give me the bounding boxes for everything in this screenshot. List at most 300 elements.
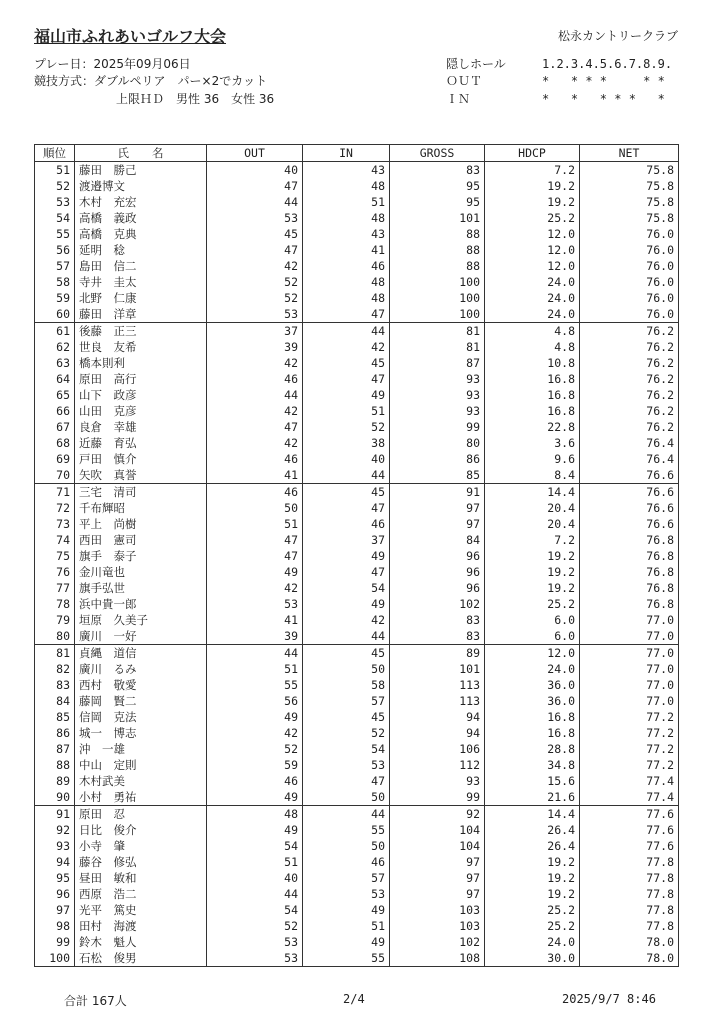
net-cell: 76.0 <box>580 306 679 323</box>
page-title: 福山市ふれあいゴルフ大会 <box>34 27 227 46</box>
in-cell: 51 <box>303 918 390 934</box>
net-cell: 76.8 <box>580 548 679 564</box>
in-cell: 54 <box>303 741 390 757</box>
net-cell: 77.8 <box>580 902 679 918</box>
out-cell: 37 <box>207 323 303 340</box>
net-cell: 77.6 <box>580 838 679 854</box>
net-cell: 76.0 <box>580 242 679 258</box>
table-row <box>35 258 679 274</box>
col-rank: 順位 <box>35 145 75 162</box>
net-cell: 76.8 <box>580 532 679 548</box>
hdcp-cell: 7.2 <box>485 162 580 179</box>
rank-cell: 52 <box>35 178 75 194</box>
rank-cell: 68 <box>35 435 75 451</box>
rank-cell: 100 <box>35 950 75 967</box>
table-row <box>35 709 679 725</box>
hdcp-cell: 16.8 <box>485 371 580 387</box>
hdcp-cell: 12.0 <box>485 226 580 242</box>
out-cell: 53 <box>207 934 303 950</box>
gross-cell: 95 <box>390 194 485 210</box>
net-cell: 76.6 <box>580 516 679 532</box>
hdcp-cell: 24.0 <box>485 290 580 306</box>
name-cell: 廣川 一好 <box>75 628 207 645</box>
table-row <box>35 612 679 628</box>
out-cell: 46 <box>207 451 303 467</box>
hdcp-cell: 26.4 <box>485 838 580 854</box>
in-cell: 58 <box>303 677 390 693</box>
rank-cell: 86 <box>35 725 75 741</box>
net-cell: 76.2 <box>580 387 679 403</box>
hdcp-cell: 24.0 <box>485 934 580 950</box>
gross-cell: 96 <box>390 564 485 580</box>
total-count: 合計 167人 <box>64 994 127 1008</box>
in-cell: 53 <box>303 886 390 902</box>
handicap-limit: 上限ＨＤ 男性 36 女性 36 <box>116 92 275 106</box>
net-cell: 76.8 <box>580 580 679 596</box>
rank-cell: 80 <box>35 628 75 645</box>
out-cell: 49 <box>207 564 303 580</box>
hdcp-cell: 19.2 <box>485 886 580 902</box>
in-label: ＩＮ <box>446 92 471 106</box>
table-row <box>35 934 679 950</box>
name-cell: 沖 一雄 <box>75 741 207 757</box>
table-row <box>35 532 679 548</box>
gross-cell: 88 <box>390 242 485 258</box>
table-row <box>35 789 679 806</box>
hdcp-cell: 6.0 <box>485 628 580 645</box>
in-cell: 53 <box>303 757 390 773</box>
rank-cell: 62 <box>35 339 75 355</box>
name-cell: 良倉 幸雄 <box>75 419 207 435</box>
net-cell: 76.2 <box>580 355 679 371</box>
rank-cell: 87 <box>35 741 75 757</box>
hdcp-cell: 36.0 <box>485 693 580 709</box>
hdcp-cell: 19.2 <box>485 564 580 580</box>
net-cell: 77.2 <box>580 757 679 773</box>
rank-cell: 81 <box>35 645 75 662</box>
in-cell: 46 <box>303 258 390 274</box>
out-cell: 54 <box>207 838 303 854</box>
name-cell: 近藤 育弘 <box>75 435 207 451</box>
out-cell: 55 <box>207 677 303 693</box>
competition-format: 競技方式：ダブルペリア パー×2でカット <box>34 74 268 88</box>
in-cell: 50 <box>303 661 390 677</box>
hdcp-cell: 24.0 <box>485 274 580 290</box>
name-cell: 世良 友希 <box>75 339 207 355</box>
net-cell: 75.8 <box>580 178 679 194</box>
gross-cell: 103 <box>390 902 485 918</box>
rank-cell: 55 <box>35 226 75 242</box>
out-cell: 44 <box>207 387 303 403</box>
gross-cell: 96 <box>390 548 485 564</box>
rank-cell: 54 <box>35 210 75 226</box>
out-cell: 51 <box>207 854 303 870</box>
name-cell: 原田 高行 <box>75 371 207 387</box>
name-cell: 小寺 肇 <box>75 838 207 854</box>
table-row <box>35 162 679 179</box>
hdcp-cell: 25.2 <box>485 918 580 934</box>
col-out: OUT <box>207 145 303 162</box>
net-cell: 77.8 <box>580 886 679 902</box>
table-row <box>35 628 679 645</box>
gross-cell: 104 <box>390 838 485 854</box>
out-cell: 42 <box>207 403 303 419</box>
hidden-holes-numbers: 1.2.3.4.5.6.7.8.9. <box>542 57 673 71</box>
rank-cell: 91 <box>35 806 75 823</box>
rank-cell: 99 <box>35 934 75 950</box>
rank-cell: 83 <box>35 677 75 693</box>
name-cell: 高橋 克典 <box>75 226 207 242</box>
in-cell: 45 <box>303 645 390 662</box>
net-cell: 76.2 <box>580 419 679 435</box>
out-cell: 47 <box>207 532 303 548</box>
gross-cell: 86 <box>390 451 485 467</box>
out-cell: 54 <box>207 902 303 918</box>
net-cell: 77.0 <box>580 661 679 677</box>
name-cell: 北野 仁康 <box>75 290 207 306</box>
table-row <box>35 580 679 596</box>
in-cell: 54 <box>303 580 390 596</box>
table-row <box>35 677 679 693</box>
out-cell: 45 <box>207 226 303 242</box>
gross-cell: 83 <box>390 628 485 645</box>
in-cell: 38 <box>303 435 390 451</box>
in-cell: 42 <box>303 612 390 628</box>
name-cell: 貞縄 道信 <box>75 645 207 662</box>
hdcp-cell: 25.2 <box>485 596 580 612</box>
out-label: ＯＵＴ <box>446 74 483 88</box>
name-cell: 金川竜也 <box>75 564 207 580</box>
hdcp-cell: 21.6 <box>485 789 580 806</box>
rank-cell: 69 <box>35 451 75 467</box>
out-cell: 47 <box>207 548 303 564</box>
name-cell: 西原 浩二 <box>75 886 207 902</box>
out-cell: 53 <box>207 306 303 323</box>
rank-cell: 67 <box>35 419 75 435</box>
net-cell: 77.0 <box>580 612 679 628</box>
table-row <box>35 564 679 580</box>
table-row <box>35 870 679 886</box>
hdcp-cell: 10.8 <box>485 355 580 371</box>
net-cell: 77.2 <box>580 725 679 741</box>
net-cell: 77.0 <box>580 693 679 709</box>
in-cell: 57 <box>303 693 390 709</box>
name-cell: 西村 敬愛 <box>75 677 207 693</box>
name-cell: 藤田 洋章 <box>75 306 207 323</box>
rank-cell: 59 <box>35 290 75 306</box>
net-cell: 75.8 <box>580 210 679 226</box>
out-cell: 39 <box>207 628 303 645</box>
net-cell: 76.0 <box>580 290 679 306</box>
hdcp-cell: 20.4 <box>485 516 580 532</box>
in-cell: 44 <box>303 806 390 823</box>
out-cell: 51 <box>207 661 303 677</box>
col-net: NET <box>580 145 679 162</box>
name-cell: 渡邉博文 <box>75 178 207 194</box>
in-cell: 42 <box>303 339 390 355</box>
table-row <box>35 645 679 662</box>
table-row <box>35 773 679 789</box>
name-cell: 城一 博志 <box>75 725 207 741</box>
net-cell: 77.4 <box>580 773 679 789</box>
table-row <box>35 741 679 757</box>
name-cell: 寺井 圭太 <box>75 274 207 290</box>
hdcp-cell: 12.0 <box>485 242 580 258</box>
in-cell: 55 <box>303 950 390 967</box>
in-cell: 48 <box>303 210 390 226</box>
table-row <box>35 274 679 290</box>
net-cell: 76.4 <box>580 451 679 467</box>
net-cell: 76.6 <box>580 500 679 516</box>
in-cell: 41 <box>303 242 390 258</box>
out-marks: * * * * * * <box>542 74 665 88</box>
rank-cell: 89 <box>35 773 75 789</box>
hdcp-cell: 25.2 <box>485 902 580 918</box>
out-cell: 46 <box>207 773 303 789</box>
in-cell: 37 <box>303 532 390 548</box>
gross-cell: 97 <box>390 886 485 902</box>
gross-cell: 113 <box>390 693 485 709</box>
net-cell: 76.2 <box>580 371 679 387</box>
name-cell: 橋本則利 <box>75 355 207 371</box>
gross-cell: 81 <box>390 339 485 355</box>
net-cell: 77.0 <box>580 645 679 662</box>
table-row <box>35 323 679 340</box>
name-cell: 島田 信二 <box>75 258 207 274</box>
net-cell: 76.8 <box>580 596 679 612</box>
rank-cell: 90 <box>35 789 75 806</box>
in-cell: 45 <box>303 355 390 371</box>
in-cell: 45 <box>303 709 390 725</box>
rank-cell: 88 <box>35 757 75 773</box>
hdcp-cell: 34.8 <box>485 757 580 773</box>
net-cell: 76.2 <box>580 339 679 355</box>
out-cell: 51 <box>207 516 303 532</box>
gross-cell: 99 <box>390 419 485 435</box>
net-cell: 76.6 <box>580 467 679 484</box>
out-cell: 49 <box>207 822 303 838</box>
name-cell: 戸田 慎介 <box>75 451 207 467</box>
page-number: 2/4 <box>343 992 365 1006</box>
net-cell: 76.4 <box>580 435 679 451</box>
rank-cell: 65 <box>35 387 75 403</box>
col-name: 氏 名 <box>75 145 207 162</box>
out-cell: 42 <box>207 355 303 371</box>
results-table <box>34 144 679 967</box>
rank-cell: 94 <box>35 854 75 870</box>
hdcp-cell: 8.4 <box>485 467 580 484</box>
hdcp-cell: 24.0 <box>485 306 580 323</box>
in-cell: 55 <box>303 822 390 838</box>
rank-cell: 57 <box>35 258 75 274</box>
gross-cell: 94 <box>390 725 485 741</box>
hdcp-cell: 14.4 <box>485 806 580 823</box>
in-cell: 52 <box>303 419 390 435</box>
name-cell: 光平 篤史 <box>75 902 207 918</box>
out-cell: 42 <box>207 258 303 274</box>
gross-cell: 101 <box>390 210 485 226</box>
rank-cell: 78 <box>35 596 75 612</box>
name-cell: 鈴木 魁人 <box>75 934 207 950</box>
in-cell: 48 <box>303 274 390 290</box>
in-cell: 49 <box>303 548 390 564</box>
name-cell: 中山 定則 <box>75 757 207 773</box>
gross-cell: 87 <box>390 355 485 371</box>
table-row <box>35 806 679 823</box>
out-cell: 50 <box>207 500 303 516</box>
out-cell: 42 <box>207 725 303 741</box>
print-timestamp: 2025/9/7 8:46 <box>562 992 656 1006</box>
name-cell: 旗手弘世 <box>75 580 207 596</box>
hdcp-cell: 16.8 <box>485 709 580 725</box>
name-cell: 藤岡 賢二 <box>75 693 207 709</box>
gross-cell: 80 <box>390 435 485 451</box>
rank-cell: 85 <box>35 709 75 725</box>
in-cell: 46 <box>303 854 390 870</box>
table-row <box>35 500 679 516</box>
hidden-holes-label: 隠しホール <box>446 57 506 71</box>
name-cell: 高橋 義政 <box>75 210 207 226</box>
gross-cell: 93 <box>390 773 485 789</box>
in-cell: 50 <box>303 838 390 854</box>
name-cell: 平上 尚樹 <box>75 516 207 532</box>
gross-cell: 83 <box>390 162 485 179</box>
hdcp-cell: 3.6 <box>485 435 580 451</box>
in-cell: 43 <box>303 226 390 242</box>
hdcp-cell: 19.2 <box>485 854 580 870</box>
name-cell: 木村武美 <box>75 773 207 789</box>
gross-cell: 97 <box>390 500 485 516</box>
name-cell: 木村 充宏 <box>75 194 207 210</box>
name-cell: 藤田 勝己 <box>75 162 207 179</box>
hdcp-cell: 36.0 <box>485 677 580 693</box>
gross-cell: 93 <box>390 387 485 403</box>
in-cell: 49 <box>303 387 390 403</box>
net-cell: 77.4 <box>580 789 679 806</box>
gross-cell: 91 <box>390 484 485 501</box>
net-cell: 77.6 <box>580 822 679 838</box>
rank-cell: 97 <box>35 902 75 918</box>
net-cell: 76.2 <box>580 403 679 419</box>
hdcp-cell: 19.2 <box>485 194 580 210</box>
gross-cell: 100 <box>390 274 485 290</box>
hdcp-cell: 20.4 <box>485 500 580 516</box>
net-cell: 76.2 <box>580 323 679 340</box>
gross-cell: 92 <box>390 806 485 823</box>
hdcp-cell: 22.8 <box>485 419 580 435</box>
name-cell: 信岡 克法 <box>75 709 207 725</box>
out-cell: 52 <box>207 290 303 306</box>
table-row <box>35 484 679 501</box>
gross-cell: 100 <box>390 290 485 306</box>
hdcp-cell: 16.8 <box>485 725 580 741</box>
hdcp-cell: 26.4 <box>485 822 580 838</box>
out-cell: 52 <box>207 274 303 290</box>
name-cell: 後藤 正三 <box>75 323 207 340</box>
rank-cell: 79 <box>35 612 75 628</box>
name-cell: 廣川 るみ <box>75 661 207 677</box>
gross-cell: 108 <box>390 950 485 967</box>
hdcp-cell: 19.2 <box>485 548 580 564</box>
out-cell: 40 <box>207 870 303 886</box>
in-cell: 47 <box>303 564 390 580</box>
rank-cell: 77 <box>35 580 75 596</box>
net-cell: 76.0 <box>580 258 679 274</box>
gross-cell: 81 <box>390 323 485 340</box>
table-row <box>35 950 679 967</box>
gross-cell: 89 <box>390 645 485 662</box>
name-cell: 垣原 久美子 <box>75 612 207 628</box>
out-cell: 47 <box>207 242 303 258</box>
net-cell: 75.8 <box>580 194 679 210</box>
gross-cell: 84 <box>390 532 485 548</box>
in-cell: 48 <box>303 290 390 306</box>
hidden-in-row <box>446 90 665 107</box>
rank-cell: 61 <box>35 323 75 340</box>
name-cell: 山下 政彦 <box>75 387 207 403</box>
gross-cell: 96 <box>390 580 485 596</box>
hdcp-cell: 30.0 <box>485 950 580 967</box>
net-cell: 75.8 <box>580 162 679 179</box>
table-row <box>35 886 679 902</box>
table-row <box>35 822 679 838</box>
net-cell: 76.0 <box>580 274 679 290</box>
hdcp-cell: 6.0 <box>485 612 580 628</box>
gross-cell: 106 <box>390 741 485 757</box>
hdcp-cell: 19.2 <box>485 870 580 886</box>
table-header-row <box>35 145 679 162</box>
gross-cell: 83 <box>390 612 485 628</box>
hdcp-cell: 9.6 <box>485 451 580 467</box>
name-cell: 千布輝昭 <box>75 500 207 516</box>
net-cell: 77.0 <box>580 628 679 645</box>
out-cell: 47 <box>207 419 303 435</box>
gross-cell: 94 <box>390 709 485 725</box>
rank-cell: 66 <box>35 403 75 419</box>
out-cell: 40 <box>207 162 303 179</box>
rank-cell: 95 <box>35 870 75 886</box>
out-cell: 47 <box>207 178 303 194</box>
name-cell: 山田 克彦 <box>75 403 207 419</box>
col-gross: GROSS <box>390 145 485 162</box>
hdcp-cell: 25.2 <box>485 210 580 226</box>
table-row <box>35 854 679 870</box>
rank-cell: 82 <box>35 661 75 677</box>
table-row <box>35 194 679 210</box>
in-cell: 47 <box>303 773 390 789</box>
name-cell: 小村 勇祐 <box>75 789 207 806</box>
hdcp-cell: 7.2 <box>485 532 580 548</box>
rank-cell: 60 <box>35 306 75 323</box>
name-cell: 日比 俊介 <box>75 822 207 838</box>
table-row <box>35 516 679 532</box>
table-row <box>35 403 679 419</box>
out-cell: 39 <box>207 339 303 355</box>
table-row <box>35 435 679 451</box>
gross-cell: 100 <box>390 306 485 323</box>
in-cell: 57 <box>303 870 390 886</box>
table-row <box>35 355 679 371</box>
hdcp-cell: 19.2 <box>485 178 580 194</box>
table-row <box>35 419 679 435</box>
in-cell: 51 <box>303 403 390 419</box>
table-row <box>35 725 679 741</box>
name-cell: 矢吹 真誉 <box>75 467 207 484</box>
hdcp-cell: 16.8 <box>485 403 580 419</box>
out-cell: 52 <box>207 741 303 757</box>
out-cell: 56 <box>207 693 303 709</box>
net-cell: 76.0 <box>580 226 679 242</box>
